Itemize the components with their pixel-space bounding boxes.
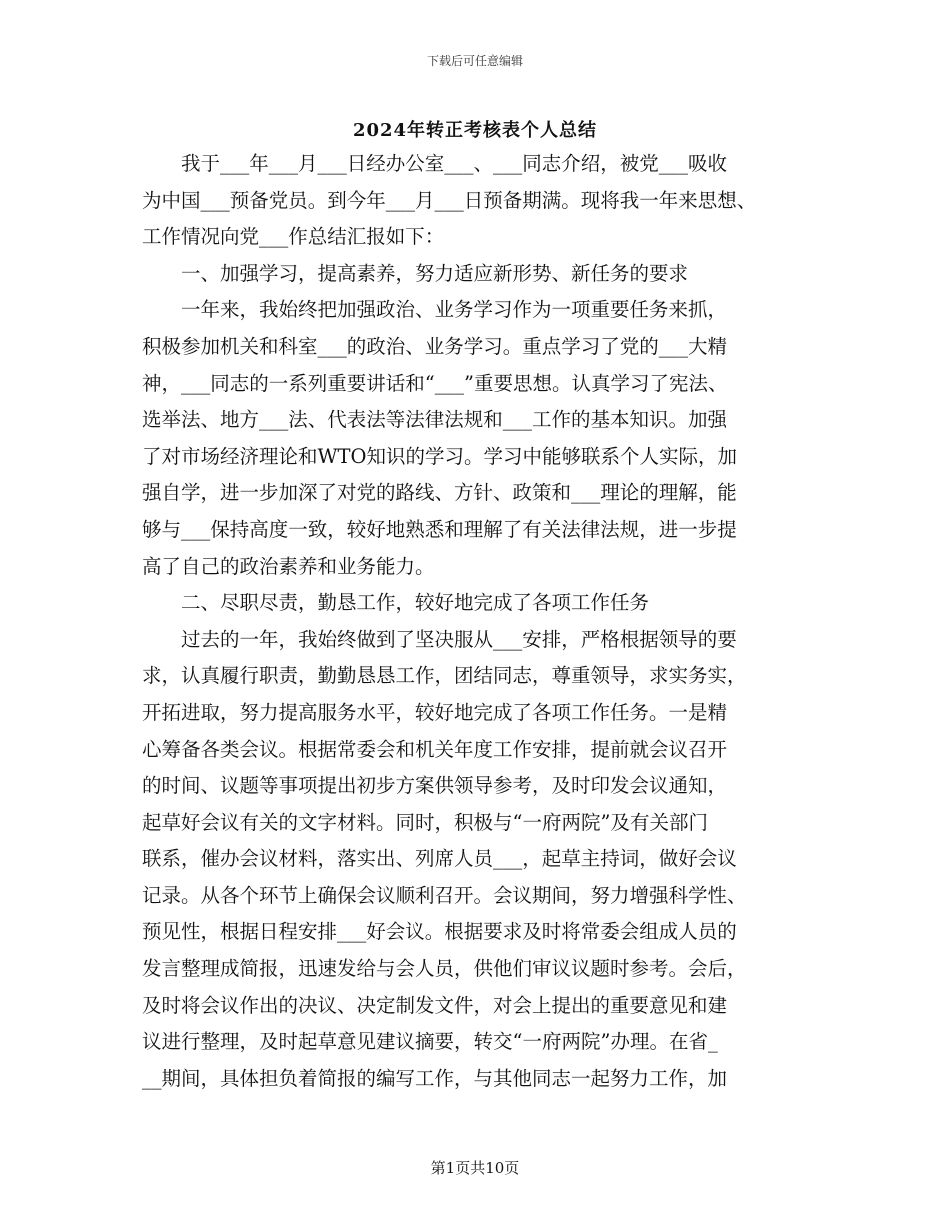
body-line: 强自学，进一步加深了对党的路线、方针、政策和___理论的理解，能 — [142, 481, 737, 505]
body-line: 及时将会议作出的决议、决定制发文件，对会上提出的重要意见和建 — [142, 993, 728, 1017]
body-line: 了对市场经济理论和WTO知识的学习。学习中能够联系个人实际，加 — [142, 444, 738, 468]
body-line: 工作情况向党___作总结汇报如下： — [142, 225, 445, 249]
section-heading-2: 二、尽职尽责，勤恳工作，较好地完成了各项工作任务 — [142, 591, 650, 615]
body-line: 议进行整理，及时起草意见建议摘要，转交“一府两院”办理。在省_ — [142, 1030, 718, 1054]
body-line: 积极参加机关和科室___的政治、业务学习。重点学习了党的___大精 — [142, 334, 728, 358]
body-line: 的时间、议题等事项提出初步方案供领导参考，及时印发会议通知， — [142, 774, 728, 798]
page-header-note: 下载后可任意编辑 — [426, 54, 523, 68]
body-line: 开拓进取，努力提高服务水平，较好地完成了各项工作任务。一是精 — [142, 700, 728, 724]
body-line: 心筹备各类会议。根据常委会和机关年度工作安排，提前就会议召开 — [142, 737, 728, 761]
body-line: 神，___同志的一系列重要讲话和“___”重要思想。认真学习了宪法、 — [142, 371, 728, 395]
body-line: 求，认真履行职责，勤勤恳恳工作，团结同志，尊重领导，求实务实， — [142, 664, 747, 688]
body-line: 选举法、地方___法、代表法等法律法规和___工作的基本知识。加强 — [142, 408, 728, 432]
body-line: 预见性，根据日程安排___好会议。根据要求及时将常委会组成人员的 — [142, 920, 737, 944]
body-line: __期间，具体担负着简报的编写工作，与其他同志一起努力工作，加 — [142, 1066, 728, 1090]
document-body — [142, 146, 822, 1097]
body-line: 高了自己的政治素养和业务能力。 — [142, 554, 435, 578]
body-line: 联系，催办会议材料，落实出、列席人员___，起草主持词，做好会议 — [142, 847, 737, 871]
body-line: 为中国___预备党员。到今年___月___日预备期满。现将我一年来思想、 — [142, 188, 757, 212]
body-line: 我于___年___月___日经办公室___、___同志介绍，被党___吸收 — [142, 152, 728, 175]
document-title: 2024年转正考核表个人总结 — [352, 120, 598, 141]
body-line: 一年来，我始终把加强政治、业务学习作为一项重要任务来抓， — [142, 298, 728, 322]
body-line: 过去的一年，我始终做到了坚决服从___安排，严格根据领导的要 — [142, 627, 737, 651]
body-line: 起草好会议有关的文字材料。同时，积极与“一府两院”及有关部门 — [142, 810, 708, 834]
body-line: 够与___保持高度一致，较好地熟悉和理解了有关法律法规，进一步提 — [142, 517, 737, 541]
body-line: 记录。从各个环节上确保会议顺利召开。会议期间，努力增强科学性、 — [142, 883, 747, 907]
body-line: 发言整理成简报，迅速发给与会人员，供他们审议议题时参考。会后， — [142, 957, 747, 981]
section-heading-1: 一、加强学习，提高素养，努力适应新形势、新任务的要求 — [142, 261, 689, 285]
page-number: 第1页共10页 — [430, 1159, 520, 1177]
